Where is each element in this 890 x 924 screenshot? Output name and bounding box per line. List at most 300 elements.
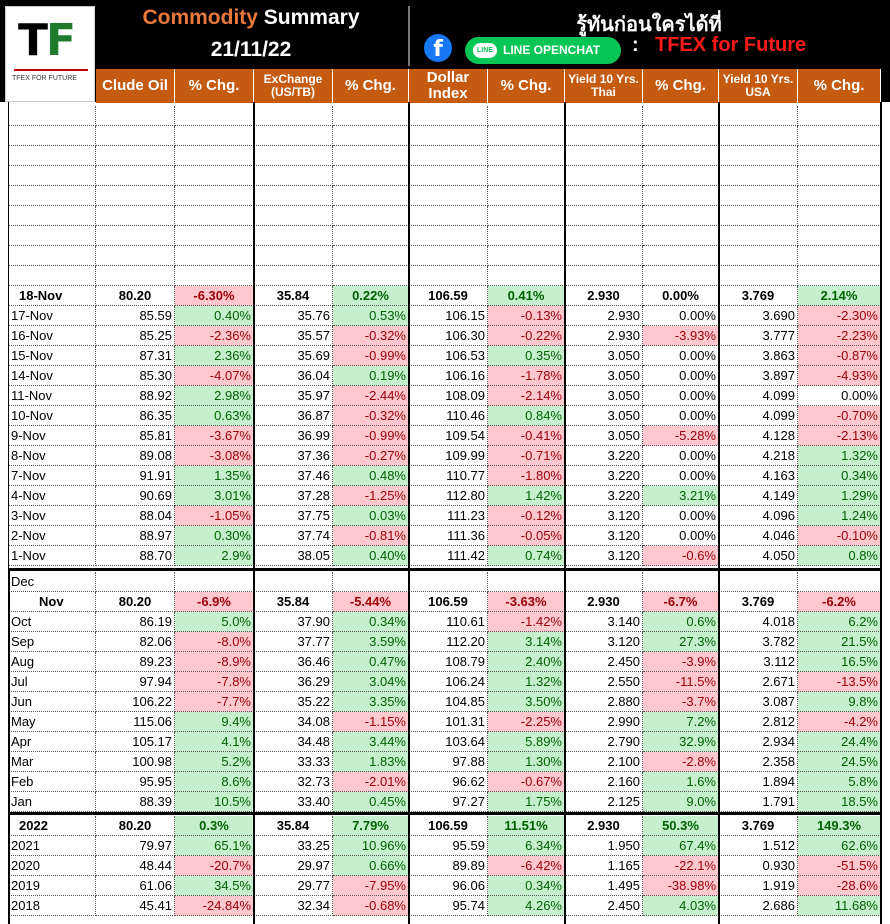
- pct-change-cell: [643, 226, 719, 246]
- row-label: [9, 206, 96, 226]
- group-divider: [8, 568, 10, 924]
- value-cell: [409, 206, 488, 226]
- value-cell: 2.880: [565, 692, 643, 712]
- value-cell: [719, 572, 798, 592]
- value-cell: 1.950: [565, 836, 643, 856]
- value-cell: 32.34: [254, 896, 333, 916]
- pct-change-cell: 1.35%: [175, 466, 254, 486]
- value-cell: [565, 106, 643, 126]
- group-divider: [880, 102, 882, 924]
- pct-change-cell: 0.19%: [333, 366, 409, 386]
- value-cell: 97.88: [409, 752, 488, 772]
- pct-change-cell: -28.6%: [798, 876, 881, 896]
- pct-change-cell: [798, 186, 881, 206]
- value-cell: 34.48: [254, 732, 333, 752]
- pct-change-cell: 16.5%: [798, 652, 881, 672]
- value-cell: [96, 126, 175, 146]
- value-cell: 3.120: [565, 506, 643, 526]
- pct-change-cell: -0.81%: [333, 526, 409, 546]
- pct-change-cell: [333, 146, 409, 166]
- value-cell: 111.42: [409, 546, 488, 566]
- pct-change-cell: -0.67%: [488, 772, 565, 792]
- value-cell: [254, 226, 333, 246]
- pct-change-cell: 3.35%: [333, 692, 409, 712]
- value-cell: [565, 572, 643, 592]
- column-header-2: ExChange (US/TB): [254, 69, 333, 103]
- pct-change-cell: 3.44%: [333, 732, 409, 752]
- pct-change-cell: 0.34%: [333, 612, 409, 632]
- pct-change-cell: 0.00%: [643, 306, 719, 326]
- value-cell: 4.050: [719, 546, 798, 566]
- value-cell: 106.30: [409, 326, 488, 346]
- value-cell: 33.25: [254, 836, 333, 856]
- value-cell: 105.17: [96, 732, 175, 752]
- value-cell: 36.29: [254, 672, 333, 692]
- table-row: [9, 246, 881, 266]
- table-row: [9, 526, 881, 546]
- pct-change-cell: [798, 226, 881, 246]
- pct-change-cell: -5.44%: [333, 592, 409, 612]
- table-row: [9, 286, 881, 306]
- column-header-1: % Chg.: [175, 69, 254, 103]
- pct-change-cell: -13.5%: [798, 672, 881, 692]
- pct-change-cell: [333, 572, 409, 592]
- pct-change-cell: -0.32%: [333, 406, 409, 426]
- pct-change-cell: 0.53%: [333, 306, 409, 326]
- row-label: [9, 186, 96, 206]
- pct-change-cell: 21.5%: [798, 632, 881, 652]
- pct-change-cell: 11.68%: [798, 896, 881, 916]
- value-cell: 3.220: [565, 446, 643, 466]
- value-cell: [409, 572, 488, 592]
- pct-change-cell: -0.99%: [333, 426, 409, 446]
- value-cell: 37.36: [254, 446, 333, 466]
- column-header-8: Yield 10 Yrs. USA: [719, 69, 798, 103]
- pct-change-cell: 3.04%: [333, 672, 409, 692]
- value-cell: 79.97: [96, 836, 175, 856]
- value-cell: 2.358: [719, 752, 798, 772]
- pct-change-cell: 0.00%: [643, 286, 719, 306]
- pct-change-cell: -7.8%: [175, 672, 254, 692]
- pct-change-cell: -6.30%: [175, 286, 254, 306]
- pct-change-cell: -3.93%: [643, 326, 719, 346]
- table-row: [9, 672, 881, 692]
- pct-change-cell: [333, 226, 409, 246]
- pct-change-cell: 0.6%: [643, 612, 719, 632]
- facebook-icon[interactable]: f: [424, 34, 452, 62]
- table-row: [9, 406, 881, 426]
- pct-change-cell: 0.00%: [643, 346, 719, 366]
- table-row: [9, 816, 881, 836]
- value-cell: 106.59: [409, 816, 488, 836]
- value-cell: [565, 206, 643, 226]
- pct-change-cell: -0.13%: [488, 306, 565, 326]
- value-cell: 2.930: [565, 286, 643, 306]
- value-cell: 2.125: [565, 792, 643, 812]
- value-cell: [565, 126, 643, 146]
- value-cell: 29.77: [254, 876, 333, 896]
- pct-change-cell: -3.67%: [175, 426, 254, 446]
- value-cell: 37.74: [254, 526, 333, 546]
- value-cell: 108.09: [409, 386, 488, 406]
- value-cell: 103.64: [409, 732, 488, 752]
- value-cell: 96.06: [409, 876, 488, 896]
- table-row: [9, 166, 881, 186]
- value-cell: [719, 246, 798, 266]
- pct-change-cell: 0.8%: [798, 546, 881, 566]
- pct-change-cell: 8.6%: [175, 772, 254, 792]
- value-cell: 80.20: [96, 592, 175, 612]
- row-label: [9, 126, 96, 146]
- row-label: Sep: [9, 632, 96, 652]
- value-cell: 106.59: [409, 286, 488, 306]
- value-cell: 85.59: [96, 306, 175, 326]
- value-cell: 2.930: [565, 306, 643, 326]
- pct-change-cell: [643, 186, 719, 206]
- pct-change-cell: [488, 186, 565, 206]
- pct-change-cell: -8.0%: [175, 632, 254, 652]
- value-cell: 36.99: [254, 426, 333, 446]
- table-row: [9, 732, 881, 752]
- pct-change-cell: [333, 126, 409, 146]
- group-divider: [8, 102, 9, 568]
- column-header-6: Yield 10 Yrs. Thai: [565, 69, 643, 103]
- pct-change-cell: -0.68%: [333, 896, 409, 916]
- pct-change-cell: 0.63%: [175, 406, 254, 426]
- row-label: 2019: [9, 876, 96, 896]
- value-cell: 3.897: [719, 366, 798, 386]
- pct-change-cell: 1.32%: [798, 446, 881, 466]
- row-label: 2-Nov: [9, 526, 96, 546]
- pct-change-cell: [175, 226, 254, 246]
- pct-change-cell: -1.80%: [488, 466, 565, 486]
- table-row: [9, 326, 881, 346]
- value-cell: 106.59: [409, 592, 488, 612]
- pct-change-cell: -22.1%: [643, 856, 719, 876]
- row-label: Jan: [9, 792, 96, 812]
- pct-change-cell: -0.6%: [643, 546, 719, 566]
- value-cell: [719, 126, 798, 146]
- value-cell: 3.087: [719, 692, 798, 712]
- value-cell: 1.512: [719, 836, 798, 856]
- group-divider: [408, 102, 410, 924]
- value-cell: 87.31: [96, 346, 175, 366]
- table-row: [9, 486, 881, 506]
- logo-subtitle: TFEX FOR FUTURE: [12, 75, 77, 82]
- pct-change-cell: 34.5%: [175, 876, 254, 896]
- pct-change-cell: -51.5%: [798, 856, 881, 876]
- pct-change-cell: 6.34%: [488, 836, 565, 856]
- row-label: 9-Nov: [9, 426, 96, 446]
- value-cell: 3.769: [719, 592, 798, 612]
- value-cell: 80.20: [96, 286, 175, 306]
- value-cell: [254, 186, 333, 206]
- row-label: [9, 106, 96, 126]
- pct-change-cell: [333, 186, 409, 206]
- row-label: 18-Nov: [9, 286, 96, 306]
- page-title: Commodity Summary: [142, 6, 360, 29]
- value-cell: 97.94: [96, 672, 175, 692]
- table-row: [9, 876, 881, 896]
- pct-change-cell: [798, 266, 881, 286]
- row-label: 2022: [9, 816, 96, 836]
- value-cell: 3.220: [565, 486, 643, 506]
- value-cell: 33.40: [254, 792, 333, 812]
- value-cell: [254, 266, 333, 286]
- value-cell: 45.41: [96, 896, 175, 916]
- line-openchat-button[interactable]: LINE LINE OPENCHAT: [465, 37, 621, 64]
- value-cell: 95.95: [96, 772, 175, 792]
- value-cell: 4.046: [719, 526, 798, 546]
- pct-change-cell: -3.63%: [488, 592, 565, 612]
- row-label: 14-Nov: [9, 366, 96, 386]
- row-label: 4-Nov: [9, 486, 96, 506]
- value-cell: 35.76: [254, 306, 333, 326]
- value-cell: 61.06: [96, 876, 175, 896]
- table-row: [9, 146, 881, 166]
- value-cell: 100.98: [96, 752, 175, 772]
- value-cell: 106.24: [409, 672, 488, 692]
- pct-change-cell: [333, 106, 409, 126]
- pct-change-cell: [175, 266, 254, 286]
- pct-change-cell: -1.15%: [333, 712, 409, 732]
- table-row: [9, 692, 881, 712]
- table-row: [9, 366, 881, 386]
- thai-slogan: รู้ทันก่อนใครได้ที่: [576, 12, 722, 36]
- value-cell: 85.81: [96, 426, 175, 446]
- value-cell: 108.79: [409, 652, 488, 672]
- pct-change-cell: 3.59%: [333, 632, 409, 652]
- value-cell: 35.84: [254, 816, 333, 836]
- value-cell: 48.44: [96, 856, 175, 876]
- pct-change-cell: -20.7%: [175, 856, 254, 876]
- value-cell: 3.050: [565, 386, 643, 406]
- pct-change-cell: 9.8%: [798, 692, 881, 712]
- row-label: 2020: [9, 856, 96, 876]
- pct-change-cell: [175, 186, 254, 206]
- value-cell: 35.69: [254, 346, 333, 366]
- pct-change-cell: 0.00%: [643, 406, 719, 426]
- pct-change-cell: -2.30%: [798, 306, 881, 326]
- pct-change-cell: [643, 126, 719, 146]
- value-cell: 106.22: [96, 692, 175, 712]
- pct-change-cell: [488, 226, 565, 246]
- pct-change-cell: [643, 246, 719, 266]
- value-cell: [719, 266, 798, 286]
- pct-change-cell: -0.41%: [488, 426, 565, 446]
- value-cell: 3.769: [719, 286, 798, 306]
- pct-change-cell: 10.96%: [333, 836, 409, 856]
- pct-change-cell: 32.9%: [643, 732, 719, 752]
- pct-change-cell: [798, 106, 881, 126]
- table-row: [9, 752, 881, 772]
- value-cell: [254, 126, 333, 146]
- value-cell: [96, 246, 175, 266]
- value-cell: [96, 206, 175, 226]
- value-cell: 2.671: [719, 672, 798, 692]
- pct-change-cell: -0.99%: [333, 346, 409, 366]
- value-cell: 2.934: [719, 732, 798, 752]
- value-cell: 85.30: [96, 366, 175, 386]
- pct-change-cell: 0.40%: [333, 546, 409, 566]
- value-cell: 38.05: [254, 546, 333, 566]
- row-label: Oct: [9, 612, 96, 632]
- pct-change-cell: -7.95%: [333, 876, 409, 896]
- value-cell: [254, 206, 333, 226]
- pct-change-cell: 0.00%: [643, 446, 719, 466]
- pct-change-cell: [798, 126, 881, 146]
- table-row: [9, 546, 881, 566]
- table-row: [9, 792, 881, 812]
- value-cell: 2.812: [719, 712, 798, 732]
- value-cell: 34.08: [254, 712, 333, 732]
- value-cell: 3.050: [565, 406, 643, 426]
- value-cell: [409, 266, 488, 286]
- value-cell: 80.20: [96, 816, 175, 836]
- pct-change-cell: 1.83%: [333, 752, 409, 772]
- pct-change-cell: 4.26%: [488, 896, 565, 916]
- pct-change-cell: 0.45%: [333, 792, 409, 812]
- row-label: 10-Nov: [9, 406, 96, 426]
- value-cell: 2.930: [565, 326, 643, 346]
- value-cell: 3.220: [565, 466, 643, 486]
- pct-change-cell: -11.5%: [643, 672, 719, 692]
- value-cell: 1.894: [719, 772, 798, 792]
- value-cell: 88.97: [96, 526, 175, 546]
- value-cell: 3.140: [565, 612, 643, 632]
- value-cell: 104.85: [409, 692, 488, 712]
- pct-change-cell: 27.3%: [643, 632, 719, 652]
- value-cell: [565, 146, 643, 166]
- pct-change-cell: 1.29%: [798, 486, 881, 506]
- pct-change-cell: 1.6%: [643, 772, 719, 792]
- column-header-5: % Chg.: [488, 69, 565, 103]
- row-label: 2018: [9, 896, 96, 916]
- pct-change-cell: 1.30%: [488, 752, 565, 772]
- value-cell: [254, 572, 333, 592]
- pct-change-cell: [488, 146, 565, 166]
- pct-change-cell: 24.4%: [798, 732, 881, 752]
- pct-change-cell: 18.5%: [798, 792, 881, 812]
- table-row: [9, 466, 881, 486]
- pct-change-cell: [798, 146, 881, 166]
- value-cell: 95.74: [409, 896, 488, 916]
- value-cell: 110.46: [409, 406, 488, 426]
- value-cell: [719, 186, 798, 206]
- row-label: Jul: [9, 672, 96, 692]
- row-label: Dec: [9, 572, 96, 592]
- table-row: [9, 206, 881, 226]
- colon-separator: :: [632, 34, 639, 56]
- value-cell: [96, 146, 175, 166]
- pct-change-cell: 0.35%: [488, 346, 565, 366]
- table-row: [9, 612, 881, 632]
- table-row: [9, 226, 881, 246]
- line-icon: LINE: [473, 43, 497, 58]
- pct-change-cell: -6.9%: [175, 592, 254, 612]
- pct-change-cell: -0.12%: [488, 506, 565, 526]
- value-cell: 4.218: [719, 446, 798, 466]
- pct-change-cell: [333, 266, 409, 286]
- row-label: Jun: [9, 692, 96, 712]
- value-cell: [565, 226, 643, 246]
- pct-change-cell: -2.36%: [175, 326, 254, 346]
- value-cell: [409, 226, 488, 246]
- table-row: [9, 652, 881, 672]
- value-cell: 3.863: [719, 346, 798, 366]
- value-cell: 1.791: [719, 792, 798, 812]
- value-cell: 2.100: [565, 752, 643, 772]
- value-cell: 35.84: [254, 592, 333, 612]
- value-cell: [565, 246, 643, 266]
- table-row: [9, 386, 881, 406]
- pct-change-cell: -6.2%: [798, 592, 881, 612]
- pct-change-cell: [643, 146, 719, 166]
- value-cell: 3.050: [565, 346, 643, 366]
- row-label: 11-Nov: [9, 386, 96, 406]
- pct-change-cell: -4.2%: [798, 712, 881, 732]
- column-header-9: % Chg.: [798, 69, 881, 103]
- pct-change-cell: 50.3%: [643, 816, 719, 836]
- value-cell: 112.80: [409, 486, 488, 506]
- value-cell: 2.450: [565, 652, 643, 672]
- row-label: [9, 266, 96, 286]
- pct-change-cell: 3.01%: [175, 486, 254, 506]
- pct-change-cell: -0.32%: [333, 326, 409, 346]
- pct-change-cell: [175, 206, 254, 226]
- pct-change-cell: -0.70%: [798, 406, 881, 426]
- pct-change-cell: [488, 126, 565, 146]
- table-row: [9, 772, 881, 792]
- value-cell: 3.782: [719, 632, 798, 652]
- value-cell: 36.46: [254, 652, 333, 672]
- pct-change-cell: 3.21%: [643, 486, 719, 506]
- pct-change-cell: 2.40%: [488, 652, 565, 672]
- value-cell: 106.53: [409, 346, 488, 366]
- pct-change-cell: 9.4%: [175, 712, 254, 732]
- group-divider: [564, 102, 566, 924]
- pct-change-cell: 0.34%: [488, 876, 565, 896]
- value-cell: 89.08: [96, 446, 175, 466]
- value-cell: [254, 106, 333, 126]
- pct-change-cell: 0.47%: [333, 652, 409, 672]
- pct-change-cell: [488, 246, 565, 266]
- value-cell: 90.69: [96, 486, 175, 506]
- pct-change-cell: [488, 206, 565, 226]
- pct-change-cell: 24.5%: [798, 752, 881, 772]
- value-cell: 2.790: [565, 732, 643, 752]
- table-row: [9, 712, 881, 732]
- value-cell: 3.112: [719, 652, 798, 672]
- pct-change-cell: 65.1%: [175, 836, 254, 856]
- value-cell: [409, 126, 488, 146]
- value-cell: 35.22: [254, 692, 333, 712]
- value-cell: [409, 186, 488, 206]
- value-cell: 3.050: [565, 366, 643, 386]
- value-cell: [254, 146, 333, 166]
- pct-change-cell: 5.0%: [175, 612, 254, 632]
- pct-change-cell: -3.9%: [643, 652, 719, 672]
- value-cell: 96.62: [409, 772, 488, 792]
- row-label: Feb: [9, 772, 96, 792]
- value-cell: 88.04: [96, 506, 175, 526]
- value-cell: 29.97: [254, 856, 333, 876]
- pct-change-cell: [798, 572, 881, 592]
- pct-change-cell: -6.42%: [488, 856, 565, 876]
- value-cell: 36.04: [254, 366, 333, 386]
- pct-change-cell: [175, 572, 254, 592]
- pct-change-cell: 11.51%: [488, 816, 565, 836]
